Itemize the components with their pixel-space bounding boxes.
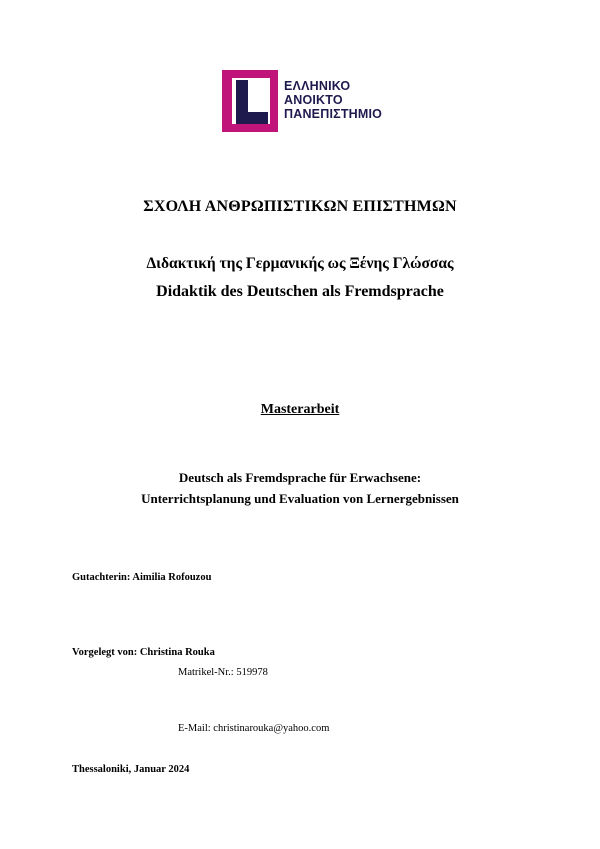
department-german: Didaktik des Deutschen als Fremdsprache: [156, 283, 444, 300]
place-date: Thessaloniki, Januar 2024: [72, 764, 190, 775]
matrikel-number: Matrikel-Nr.: 519978: [178, 667, 268, 678]
logo-line-1: ΕΛΛΗΝΙΚΟ: [284, 79, 351, 93]
logo-line-2: ΑΝΟΙΚΤΟ: [284, 93, 343, 107]
logo-mark-icon: [222, 68, 282, 134]
email-address: E-Mail: christinarouka@yahoo.com: [178, 723, 330, 734]
thesis-title-line-2: Unterrichtsplanung und Evaluation von Lernergebnissen: [141, 491, 459, 506]
logo-wordmark: [284, 79, 382, 121]
supervisor: Gutachterin: Aimilia Rofouzou: [72, 572, 212, 583]
submitted-by: Vorgelegt von: Christina Rouka: [72, 647, 215, 658]
thesis-title-line-1: Deutsch als Fremdsprache für Erwachsene:: [178, 470, 422, 485]
school-name: ΣΧΟΛΗ ΑΝΘΡΩΠΙΣΤΙΚΩΝ ΕΠΙΣΤΗΜΩΝ: [143, 198, 457, 215]
department-greek: Διδακτική της Γερμανικής ως Ξένης Γλώσσας: [146, 255, 454, 272]
logo-line-3: ΠΑΝΕΠΙΣΤΗΜΙΟ: [284, 107, 383, 121]
university-logo: [222, 68, 387, 134]
thesis-type: Masterarbeit: [260, 402, 340, 417]
